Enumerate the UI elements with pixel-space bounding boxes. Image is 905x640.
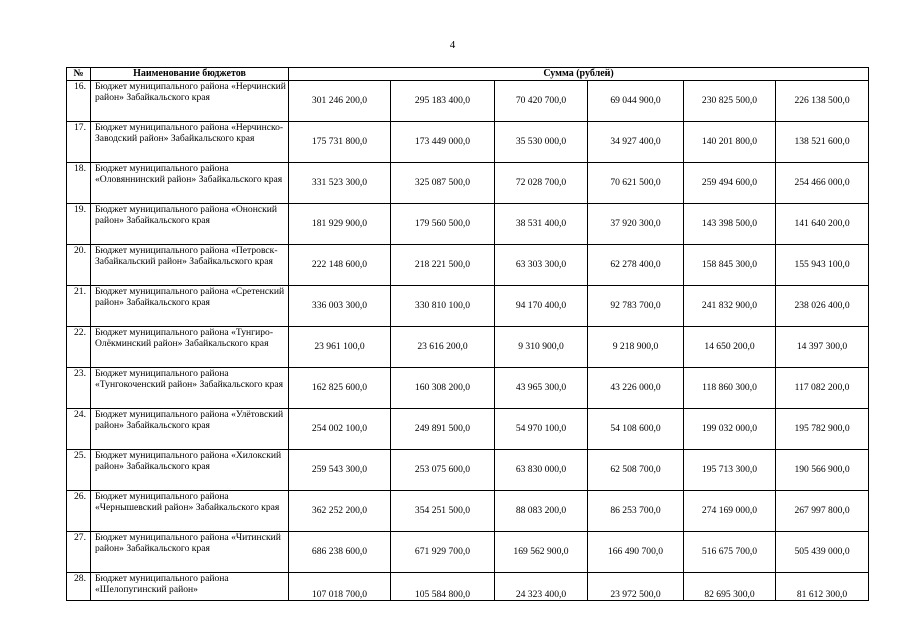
amount-cell: 295 183 400,0 <box>391 81 495 122</box>
amount-cell: 195 782 900,0 <box>776 409 869 450</box>
amount-cell: 117 082 200,0 <box>776 368 869 409</box>
amount-cell: 14 650 200,0 <box>684 327 776 368</box>
amount-cell: 23 972 500,0 <box>588 573 684 601</box>
budget-name: Бюджет муниципального района «Хилокский район» Забайкальского края <box>91 450 289 491</box>
amount-cell: 218 221 500,0 <box>391 245 495 286</box>
amount-cell: 118 860 300,0 <box>684 368 776 409</box>
row-number: 22. <box>67 327 91 368</box>
amount-cell: 43 226 000,0 <box>588 368 684 409</box>
table-row <box>67 327 869 368</box>
row-number: 25. <box>67 450 91 491</box>
budget-name: Бюджет муниципального района «Ононский район» Забайкальского края <box>91 204 289 245</box>
amount-cell: 86 253 700,0 <box>588 491 684 532</box>
budget-name: Бюджет муниципального района «Читинский район» Забайкальского края <box>91 532 289 573</box>
row-number: 26. <box>67 491 91 532</box>
amount-cell: 72 028 700,0 <box>495 163 588 204</box>
row-number: 27. <box>67 532 91 573</box>
amount-cell: 82 695 300,0 <box>684 573 776 601</box>
amount-cell: 195 713 300,0 <box>684 450 776 491</box>
amount-cell: 222 148 600,0 <box>289 245 391 286</box>
table-row <box>67 450 869 491</box>
amount-cell: 62 278 400,0 <box>588 245 684 286</box>
amount-cell: 241 832 900,0 <box>684 286 776 327</box>
header-amount: Сумма (рублей) <box>289 68 869 81</box>
amount-cell: 259 494 600,0 <box>684 163 776 204</box>
header-name: Наименование бюджетов <box>91 68 289 81</box>
budget-name: Бюджет муниципального района «Чернышевский район» Забайкальского края <box>91 491 289 532</box>
amount-cell: 254 002 100,0 <box>289 409 391 450</box>
amount-cell: 199 032 000,0 <box>684 409 776 450</box>
amount-cell: 88 083 200,0 <box>495 491 588 532</box>
amount-cell: 54 108 600,0 <box>588 409 684 450</box>
table-row <box>67 81 869 122</box>
row-number: 18. <box>67 163 91 204</box>
amount-cell: 63 303 300,0 <box>495 245 588 286</box>
amount-cell: 140 201 800,0 <box>684 122 776 163</box>
amount-cell: 38 531 400,0 <box>495 204 588 245</box>
amount-cell: 138 521 600,0 <box>776 122 869 163</box>
row-number: 16. <box>67 81 91 122</box>
amount-cell: 274 169 000,0 <box>684 491 776 532</box>
amount-cell: 169 562 900,0 <box>495 532 588 573</box>
amount-cell: 325 087 500,0 <box>391 163 495 204</box>
amount-cell: 226 138 500,0 <box>776 81 869 122</box>
budget-name: Бюджет муниципального района «Нерчинский район» Забайкальского края <box>91 81 289 122</box>
amount-cell: 190 566 900,0 <box>776 450 869 491</box>
amount-cell: 181 929 900,0 <box>289 204 391 245</box>
amount-cell: 54 970 100,0 <box>495 409 588 450</box>
amount-cell: 155 943 100,0 <box>776 245 869 286</box>
row-number: 28. <box>67 573 91 601</box>
amount-cell: 259 543 300,0 <box>289 450 391 491</box>
row-number: 19. <box>67 204 91 245</box>
amount-cell: 671 929 700,0 <box>391 532 495 573</box>
table-row <box>67 491 869 532</box>
table-row <box>67 163 869 204</box>
amount-cell: 249 891 500,0 <box>391 409 495 450</box>
amount-cell: 14 397 300,0 <box>776 327 869 368</box>
page-number: 4 <box>449 39 456 51</box>
row-number: 24. <box>67 409 91 450</box>
amount-cell: 37 920 300,0 <box>588 204 684 245</box>
row-number: 17. <box>67 122 91 163</box>
amount-cell: 70 420 700,0 <box>495 81 588 122</box>
amount-cell: 9 218 900,0 <box>588 327 684 368</box>
amount-cell: 143 398 500,0 <box>684 204 776 245</box>
table-row <box>67 532 869 573</box>
table-body <box>67 81 869 601</box>
amount-cell: 354 251 500,0 <box>391 491 495 532</box>
amount-cell: 9 310 900,0 <box>495 327 588 368</box>
amount-cell: 43 965 300,0 <box>495 368 588 409</box>
amount-cell: 69 044 900,0 <box>588 81 684 122</box>
budget-name: Бюджет муниципального района «Нерчинско-Заводский район» Забайкальского края <box>91 122 289 163</box>
amount-cell: 94 170 400,0 <box>495 286 588 327</box>
budget-name: Бюджет муниципального района «Улётовский район» Забайкальского края <box>91 409 289 450</box>
amount-cell: 505 439 000,0 <box>776 532 869 573</box>
amount-cell: 92 783 700,0 <box>588 286 684 327</box>
amount-cell: 63 830 000,0 <box>495 450 588 491</box>
amount-cell: 238 026 400,0 <box>776 286 869 327</box>
amount-cell: 230 825 500,0 <box>684 81 776 122</box>
table-row <box>67 409 869 450</box>
amount-cell: 686 238 600,0 <box>289 532 391 573</box>
amount-cell: 362 252 200,0 <box>289 491 391 532</box>
amount-cell: 105 584 800,0 <box>391 573 495 601</box>
amount-cell: 35 530 000,0 <box>495 122 588 163</box>
table-row <box>67 573 869 601</box>
budget-name: Бюджет муниципального района «Шелопугинский район» <box>91 573 289 601</box>
amount-cell: 331 523 300,0 <box>289 163 391 204</box>
table-row <box>67 245 869 286</box>
amount-cell: 107 018 700,0 <box>289 573 391 601</box>
amount-cell: 179 560 500,0 <box>391 204 495 245</box>
row-number: 20. <box>67 245 91 286</box>
amount-cell: 34 927 400,0 <box>588 122 684 163</box>
amount-cell: 336 003 300,0 <box>289 286 391 327</box>
amount-cell: 81 612 300,0 <box>776 573 869 601</box>
amount-cell: 24 323 400,0 <box>495 573 588 601</box>
budget-name: Бюджет муниципального района «Петровск-Забайкальский район» Забайкальского края <box>91 245 289 286</box>
budget-name: Бюджет муниципального района «Оловяннинский район» Забайкальского края <box>91 163 289 204</box>
row-number: 23. <box>67 368 91 409</box>
amount-cell: 166 490 700,0 <box>588 532 684 573</box>
table-row <box>67 122 869 163</box>
amount-cell: 301 246 200,0 <box>289 81 391 122</box>
amount-cell: 516 675 700,0 <box>684 532 776 573</box>
amount-cell: 23 961 100,0 <box>289 327 391 368</box>
table-header-row <box>67 68 869 81</box>
amount-cell: 62 508 700,0 <box>588 450 684 491</box>
amount-cell: 141 640 200,0 <box>776 204 869 245</box>
amount-cell: 160 308 200,0 <box>391 368 495 409</box>
amount-cell: 173 449 000,0 <box>391 122 495 163</box>
amount-cell: 70 621 500,0 <box>588 163 684 204</box>
budget-table <box>66 67 869 601</box>
amount-cell: 330 810 100,0 <box>391 286 495 327</box>
amount-cell: 23 616 200,0 <box>391 327 495 368</box>
table-row <box>67 368 869 409</box>
amount-cell: 267 997 800,0 <box>776 491 869 532</box>
budget-name: Бюджет муниципального района «Сретенский район» Забайкальского края <box>91 286 289 327</box>
amount-cell: 162 825 600,0 <box>289 368 391 409</box>
header-number: № <box>67 68 91 81</box>
amount-cell: 158 845 300,0 <box>684 245 776 286</box>
amount-cell: 254 466 000,0 <box>776 163 869 204</box>
amount-cell: 175 731 800,0 <box>289 122 391 163</box>
amount-cell: 253 075 600,0 <box>391 450 495 491</box>
budget-name: Бюджет муниципального района «Тунгиро-Олёкминский район» Забайкальского края <box>91 327 289 368</box>
table-row <box>67 286 869 327</box>
row-number: 21. <box>67 286 91 327</box>
table-row <box>67 204 869 245</box>
budget-name: Бюджет муниципального района «Тунгокоченский район» Забайкальского края <box>91 368 289 409</box>
